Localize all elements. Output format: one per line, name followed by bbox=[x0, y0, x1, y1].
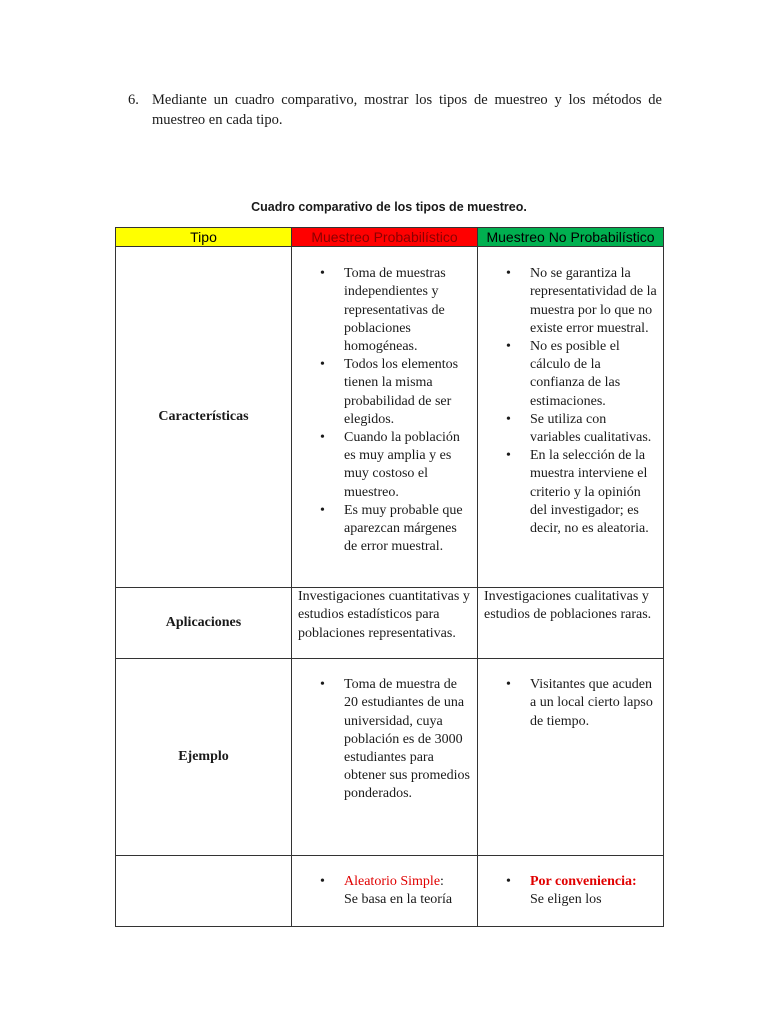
row-ejemplo bbox=[116, 659, 664, 856]
header-row bbox=[116, 228, 664, 247]
list-item: • En la selección de la muestra interviene el criterio y la opinión del investigador; es decir, no es aleatoria. bbox=[530, 447, 657, 538]
header-no-probabilistico: Muestreo No Probabilístico bbox=[478, 228, 664, 247]
cell-metodos-no-probabilistico bbox=[478, 856, 664, 927]
table-caption: Cuadro comparativo de los tipos de muestreo. bbox=[251, 200, 527, 214]
row-label-ejemplo: Ejemplo bbox=[116, 659, 292, 856]
comparison-table bbox=[115, 227, 664, 927]
list-item: • Toma de muestras independientes y representativas de poblaciones homogéneas. bbox=[344, 265, 471, 356]
list-item: • Todos los elementos tienen la misma probabilidad de ser elegidos. bbox=[344, 356, 471, 429]
header-probabilistico: Muestreo Probabilístico bbox=[292, 228, 478, 247]
question-text: Mediante un cuadro comparativo, mostrar los tipos de muestreo y los métodos de muestreo en cada tipo. bbox=[152, 92, 662, 128]
list-item bbox=[530, 873, 657, 909]
cell-aplicaciones-no-probabilistico: Investigaciones cualitativas y estudios de poblaciones raras. bbox=[478, 588, 664, 659]
list-item: • Toma de muestra de 20 estudiantes de una universidad, cuya población es de 3000 estudiantes para obtener sus promedios ponderados. bbox=[344, 676, 471, 803]
row-caracteristicas bbox=[116, 247, 664, 588]
question-number: 6. bbox=[128, 92, 139, 108]
list-item: • No es posible el cálculo de la confianza de las estimaciones. bbox=[530, 338, 657, 411]
list-item: • No se garantiza la representatividad de la muestra por lo que no existe error muestral. bbox=[530, 265, 657, 338]
row-label-aplicaciones: Aplicaciones bbox=[116, 588, 292, 659]
cell-ejemplo-no-probabilistico bbox=[478, 659, 664, 856]
method-term: Por conveniencia: bbox=[530, 874, 637, 890]
cell-caracteristicas-probabilistico bbox=[292, 247, 478, 588]
row-aplicaciones bbox=[116, 588, 664, 659]
row-metodos bbox=[116, 856, 664, 927]
method-text: Se eligen los bbox=[530, 892, 602, 908]
list-item: • Visitantes que acuden a un local cierto lapso de tiempo. bbox=[530, 676, 657, 731]
method-term: Aleatorio Simple bbox=[344, 874, 441, 890]
row-label-caracteristicas: Características bbox=[116, 247, 292, 588]
cell-caracteristicas-no-probabilistico bbox=[478, 247, 664, 588]
list-item: • Es muy probable que aparezcan márgenes de error muestral. bbox=[344, 502, 471, 557]
list-item: • Se utiliza con variables cualitativas. bbox=[530, 411, 657, 447]
list-item bbox=[344, 873, 471, 909]
header-tipo: Tipo bbox=[116, 228, 292, 247]
cell-metodos-probabilistico bbox=[292, 856, 478, 927]
list-item: • Cuando la población es muy amplia y es muy costoso el muestreo. bbox=[344, 429, 471, 502]
cell-ejemplo-probabilistico bbox=[292, 659, 478, 856]
question-6 bbox=[128, 90, 662, 130]
row-label-metodos bbox=[116, 856, 292, 927]
method-separator: : bbox=[440, 874, 444, 890]
cell-aplicaciones-probabilistico: Investigaciones cuantitativas y estudios estadísticos para poblaciones representativas. bbox=[292, 588, 478, 659]
method-text: Se basa en la teoría bbox=[344, 892, 453, 908]
